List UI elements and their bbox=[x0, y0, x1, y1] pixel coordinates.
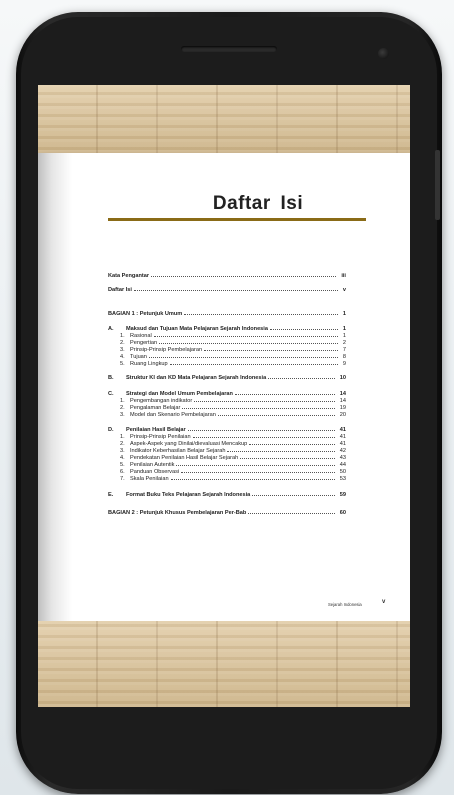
toc-entry-number: 5. bbox=[120, 462, 125, 468]
toc-entry[interactable] bbox=[108, 509, 346, 517]
toc-entry[interactable] bbox=[108, 475, 346, 483]
toc-entry-label: BAGIAN 2 : Petunjuk Khusus Pembelajaran Per-Bab bbox=[108, 510, 247, 516]
toc-entry-page: 8 bbox=[342, 354, 346, 360]
power-button bbox=[435, 150, 440, 220]
footer-page-number: v bbox=[382, 599, 386, 605]
toc-entry-label: Panduan Observasi bbox=[130, 469, 180, 475]
toc-entry[interactable] bbox=[108, 286, 346, 294]
page-title: Daftar Isi bbox=[212, 193, 304, 214]
toc-leader-dots bbox=[176, 465, 335, 466]
toc-entry-label: Prinsip-Prinsip Penilaian bbox=[130, 434, 191, 440]
toc-entry-page: iii bbox=[341, 273, 346, 279]
toc-entry-number: B. bbox=[108, 375, 114, 381]
toc-entry-page: 9 bbox=[342, 361, 346, 367]
toc-entry-page: 50 bbox=[339, 469, 346, 475]
toc-entry-number: 2. bbox=[120, 441, 125, 447]
toc-entry[interactable] bbox=[108, 272, 346, 280]
toc-entry-page: 41 bbox=[339, 434, 346, 440]
toc-leader-dots bbox=[270, 329, 338, 330]
toc-entry-number: D. bbox=[108, 427, 114, 433]
toc-entry-number: C. bbox=[108, 391, 114, 397]
toc-entry-label: BAGIAN 1 : Petunjuk Umum bbox=[108, 311, 183, 317]
toc-entry-page: 41 bbox=[339, 441, 346, 447]
wood-background-top bbox=[38, 85, 410, 153]
toc-leader-dots bbox=[154, 336, 338, 337]
toc-entry-label: Daftar Isi bbox=[108, 287, 132, 293]
toc-leader-dots bbox=[218, 415, 335, 416]
toc-entry-label: Penilaian Hasil Belajar bbox=[126, 427, 186, 433]
footer-book-name: Sejarah Indonesia bbox=[328, 602, 362, 607]
toc-entry-page: 59 bbox=[339, 492, 346, 498]
toc-entry-number: 1. bbox=[120, 434, 125, 440]
toc-entry-page: 20 bbox=[339, 412, 346, 418]
toc-leader-dots bbox=[252, 495, 335, 496]
toc-leader-dots bbox=[194, 401, 335, 402]
toc-entry-label: Pendekatan Penilaian Hasil Belajar Sejarah bbox=[130, 455, 239, 461]
toc-entry-number: 6. bbox=[120, 469, 125, 475]
toc-entry-number: 5. bbox=[120, 361, 125, 367]
toc-entry-label: Prinsip-Prinsip Pembelajaran bbox=[130, 347, 203, 353]
toc-entry[interactable] bbox=[108, 411, 346, 419]
toc-leader-dots bbox=[182, 408, 335, 409]
toc-entry-label: Format Buku Teks Pelajaran Sejarah Indonesia bbox=[126, 492, 251, 498]
toc-entry-label: Struktur KI dan KD Mata Pelajaran Sejarah Indonesia bbox=[126, 375, 267, 381]
toc-entry-page: 1 bbox=[342, 326, 346, 332]
toc-entry-label: Model dan Skenario Pembelajaran bbox=[130, 412, 216, 418]
toc-leader-dots bbox=[240, 458, 335, 459]
toc-leader-dots bbox=[159, 343, 338, 344]
toc-entry-number: 3. bbox=[120, 412, 125, 418]
toc-entry-page: 2 bbox=[342, 340, 346, 346]
toc-entry-number: 7. bbox=[120, 476, 125, 482]
toc-entry-page: 14 bbox=[339, 391, 346, 397]
toc-entry-number: 1. bbox=[120, 333, 125, 339]
toc-entry-label: Kata Pengantar bbox=[108, 273, 150, 279]
toc-entry-number: A. bbox=[108, 326, 114, 332]
toc-entry[interactable] bbox=[108, 310, 346, 318]
toc-entry-page: 53 bbox=[339, 476, 346, 482]
toc-entry-number: 3. bbox=[120, 347, 125, 353]
toc-entry-page: 41 bbox=[339, 427, 346, 433]
toc-entry-label: Pengalaman Belajar bbox=[130, 405, 181, 411]
title-underline bbox=[108, 218, 366, 221]
toc-leader-dots bbox=[248, 513, 335, 514]
toc-entry[interactable] bbox=[108, 374, 346, 382]
toc-entry-label: Ruang Lingkup bbox=[130, 361, 168, 367]
toc-entry-label: Aspek-Aspek yang Dinilai/dievaluasi Mencakup bbox=[130, 441, 248, 447]
toc-leader-dots bbox=[188, 430, 335, 431]
toc-entry-page: 42 bbox=[339, 448, 346, 454]
wood-background-bottom bbox=[38, 621, 410, 707]
toc-entry-label: Penilaian Autentik bbox=[130, 462, 175, 468]
toc-entry-label: Indikator Keberhasilan Belajar Sejarah bbox=[130, 448, 226, 454]
toc-entry-label: Tujuan bbox=[130, 354, 147, 360]
toc-entry-number: 2. bbox=[120, 340, 125, 346]
toc-entry-page: 19 bbox=[339, 405, 346, 411]
toc-entry-label: Maksud dan Tujuan Mata Pelajaran Sejarah Indonesia bbox=[126, 326, 268, 332]
toc-leader-dots bbox=[235, 394, 335, 395]
toc-leader-dots bbox=[149, 357, 338, 358]
toc-entry-label: Strategi dan Model Umum Pembelajaran bbox=[126, 391, 233, 397]
toc-entry-number: 4. bbox=[120, 455, 125, 461]
toc-entry-page: 60 bbox=[339, 510, 346, 516]
toc-entry-label: Pengembangan indikator bbox=[130, 398, 193, 404]
toc-leader-dots bbox=[181, 472, 335, 473]
toc-entry-page: 10 bbox=[339, 375, 346, 381]
toc-entry-number: E. bbox=[108, 492, 114, 498]
toc-entry[interactable] bbox=[108, 491, 346, 499]
toc-entry-page: 7 bbox=[342, 347, 346, 353]
toc-leader-dots bbox=[227, 451, 335, 452]
book-page[interactable] bbox=[38, 153, 410, 621]
earpiece-speaker bbox=[181, 46, 277, 52]
toc-entry-page: 1 bbox=[342, 311, 346, 317]
toc-leader-dots bbox=[193, 437, 335, 438]
toc-entry-number: 4. bbox=[120, 354, 125, 360]
toc-leader-dots bbox=[134, 290, 338, 291]
toc-entry-label: Skala Penilaian bbox=[130, 476, 169, 482]
toc-entry-label: Rasional bbox=[130, 333, 152, 339]
toc-leader-dots bbox=[170, 364, 338, 365]
toc-entry-page: 44 bbox=[339, 462, 346, 468]
toc-entry-page: 1 bbox=[342, 333, 346, 339]
phone-screen bbox=[38, 85, 410, 707]
toc-leader-dots bbox=[268, 378, 335, 379]
toc-entry-page: v bbox=[342, 287, 346, 293]
toc-entry-number: 2. bbox=[120, 405, 125, 411]
toc-leader-dots bbox=[204, 350, 338, 351]
toc-leader-dots bbox=[151, 276, 336, 277]
toc-leader-dots bbox=[171, 479, 335, 480]
toc-entry-page: 43 bbox=[339, 455, 346, 461]
toc-leader-dots bbox=[184, 314, 338, 315]
toc-entry[interactable] bbox=[108, 360, 346, 368]
toc-entry-page: 14 bbox=[339, 398, 346, 404]
toc-entry-label: Pengertian bbox=[130, 340, 158, 346]
toc-leader-dots bbox=[249, 444, 335, 445]
toc-entry-number: 1. bbox=[120, 398, 125, 404]
toc-entry-number: 3. bbox=[120, 448, 125, 454]
front-camera-icon bbox=[378, 48, 389, 59]
